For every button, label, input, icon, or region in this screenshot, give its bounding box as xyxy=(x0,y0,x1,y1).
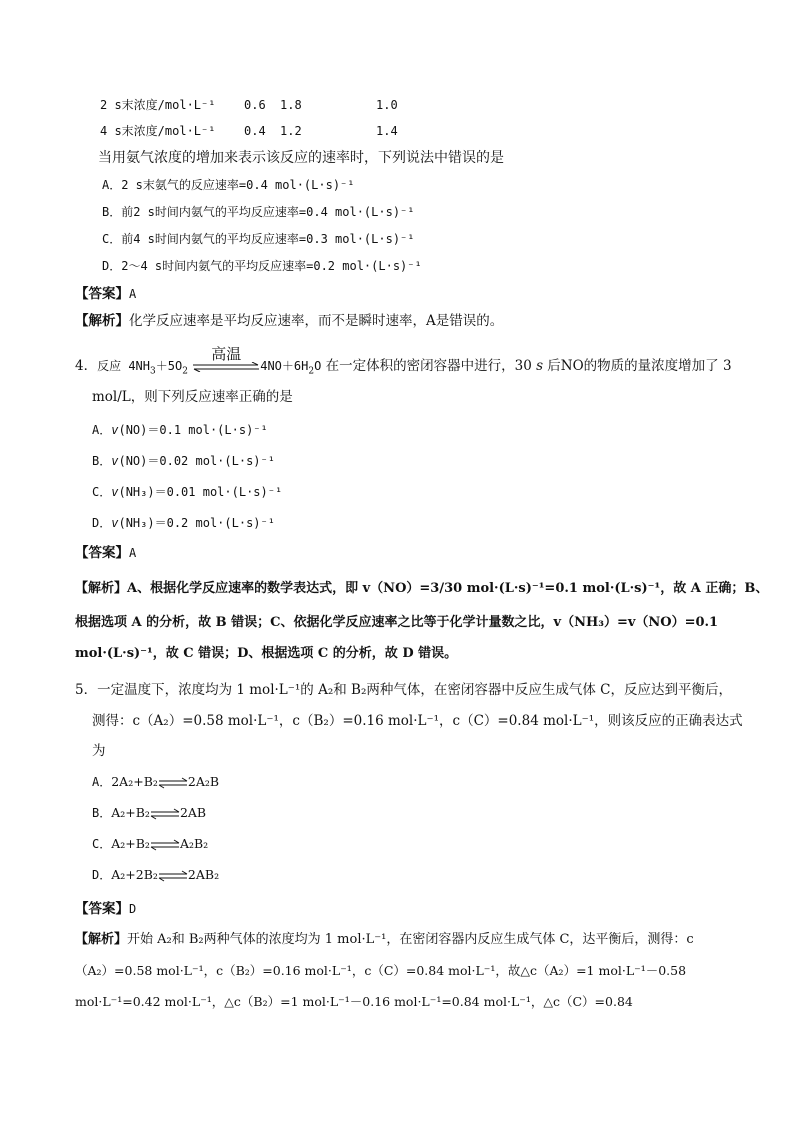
option-b: B．v(NO)＝0.02 mol·(L·s)⁻¹ xyxy=(92,454,275,468)
option-d: D．v(NH₃)＝0.2 mol·(L·s)⁻¹ xyxy=(92,516,275,530)
row-label: 4 s末浓度/mol·L⁻¹ xyxy=(100,124,216,138)
analysis-label: 【解析】 xyxy=(75,313,129,329)
analysis-label: 【解析】 xyxy=(75,932,128,947)
analysis-line: mol·(L·s)⁻¹，故 C 错误；D、根据选项 C 的分析，故 D 错误。 xyxy=(75,646,458,661)
option-b: B．A₂+B₂ 2AB xyxy=(92,805,207,820)
question-stem: 当用氨气浓度的增加来表示该反应的速率时，下列说法中错误的是 xyxy=(98,150,504,166)
table-row xyxy=(100,122,398,140)
question-5-stem-cont: 为 xyxy=(92,743,106,759)
reversible-arrow xyxy=(158,777,188,789)
option-d: D．A₂+2B₂ 2AB₂ xyxy=(92,867,220,882)
row-value: 0.4 xyxy=(244,124,266,138)
answer xyxy=(75,900,136,918)
analysis-line: （A₂）=0.58 mol·L⁻¹，c（B₂）=0.16 mol·L⁻¹，c（C）=0.84 mol·L⁻¹，故△c（A₂）=1 mol·L⁻¹－0.58 xyxy=(75,963,687,978)
analysis: 【解析】开始 A₂和 B₂两种气体的浓度均为 1 mol·L⁻¹，在密闭容器内反应生成气体 C，达平衡后，测得：c xyxy=(75,932,694,947)
reversible-arrow xyxy=(150,839,180,851)
option-c: C．A₂+B₂ A₂B₂ xyxy=(92,836,209,851)
option-b: B．前2 s时间内氨气的平均反应速率=0.4 mol·(L·s)⁻¹ xyxy=(102,205,415,219)
question-5-stem-cont: 测得：c（A₂）=0.58 mol·L⁻¹，c（B₂）=0.16 mol·L⁻¹，c（C）=0.84 mol·L⁻¹，则该反应的正确表达式 xyxy=(92,713,743,729)
reaction-condition: 高温 xyxy=(211,344,242,363)
option-c: C．前4 s时间内氨气的平均反应速率=0.3 mol·(L·s)⁻¹ xyxy=(102,232,415,246)
analysis-label: 【解析】 xyxy=(75,581,128,596)
row-value: 1.0 xyxy=(376,98,398,112)
row-value: 1.8 xyxy=(280,98,302,112)
analysis-line: 根据选项 A 的分析，故 B 错误；C、依据化学反应速率之比等于化学计量数之比，v（NH₃）=v（NO）=0.1 xyxy=(75,615,719,630)
question-number: 4． xyxy=(75,358,98,374)
analysis-line: mol·L⁻¹=0.42 mol·L⁻¹，△c（B₂）=1 mol·L⁻¹－0.16 mol·L⁻¹=0.84 mol·L⁻¹，△c（C）=0.84 xyxy=(75,994,633,1009)
answer-value: A xyxy=(129,287,137,301)
answer xyxy=(75,544,136,562)
analysis-text: 化学反应速率是平均反应速率，而不是瞬时速率，A是错误的。 xyxy=(129,313,504,329)
answer-value: D xyxy=(129,902,137,916)
option-c: C．v(NH₃)＝0.01 mol·(L·s)⁻¹ xyxy=(92,485,283,499)
question-4-stem: 4．反应 $4NH_3+5O_2$ 高温 $4NO+6H_2O$ 在一定体积的密闭容器中进行，30 s 后NO的物质的量浓度增加了 3 xyxy=(75,344,732,377)
row-value: 1.2 xyxy=(280,124,302,138)
option-a: A．2 s末氨气的反应速率=0.4 mol·(L·s)⁻¹ xyxy=(102,178,355,192)
answer-value: A xyxy=(129,546,137,560)
option-a: A．2A₂+B₂ 2A₂B xyxy=(92,774,220,789)
row-label: 2 s末浓度/mol·L⁻¹ xyxy=(100,98,216,112)
analysis xyxy=(75,312,503,330)
analysis: 【解析】A、根据化学反应速率的数学表达式，即 v（NO）=3/30 mol·(L·s)⁻¹=0.1 mol·(L·s)⁻¹，故 A 正确；B、 xyxy=(75,581,769,596)
question-5-stem: 5．一定温度下，浓度均为 1 mol·L⁻¹的 A₂和 B₂两种气体，在密闭容器中反应生成气体 C，反应达到平衡后， xyxy=(75,682,732,698)
reversible-arrow xyxy=(150,808,180,820)
answer xyxy=(75,285,136,303)
reversible-arrow-with-condition xyxy=(192,344,260,376)
table-row xyxy=(100,96,398,114)
reversible-arrow xyxy=(158,870,188,882)
row-value: 1.4 xyxy=(376,124,398,138)
answer-label: 【答案】 xyxy=(75,286,129,302)
option-d: D．2～4 s时间内氨气的平均反应速率=0.2 mol·(L·s)⁻¹ xyxy=(102,259,422,273)
answer-label: 【答案】 xyxy=(75,901,129,917)
answer-label: 【答案】 xyxy=(75,545,129,561)
row-value: 0.6 xyxy=(244,98,266,112)
option-a: A．v(NO)＝0.1 mol·(L·s)⁻¹ xyxy=(92,423,268,437)
question-4-stem-cont: mol/L，则下列反应速率正确的是 xyxy=(92,389,293,405)
